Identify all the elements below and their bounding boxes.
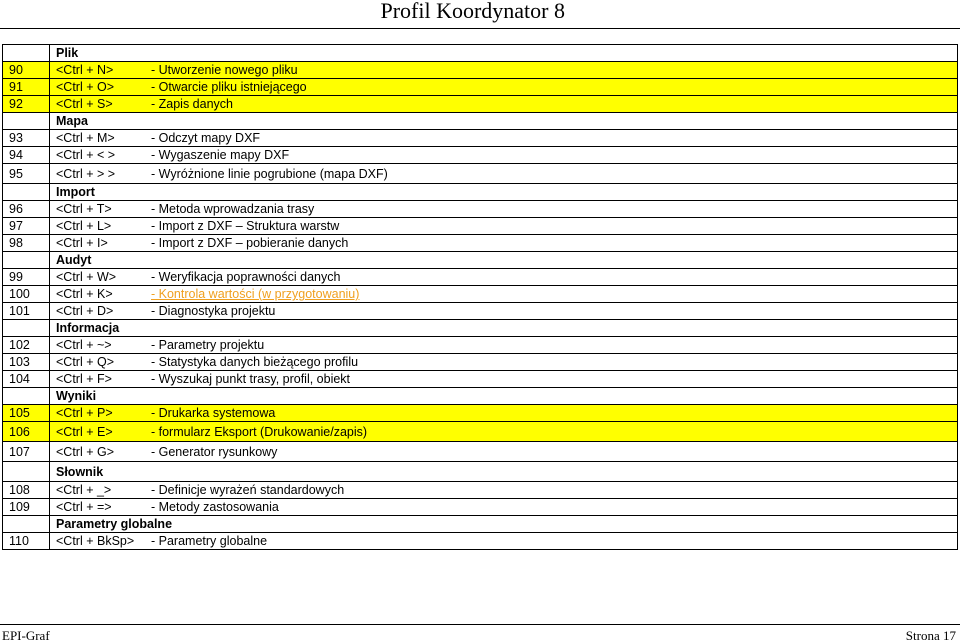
row-number: 103 bbox=[3, 354, 50, 371]
shortcut-row bbox=[3, 164, 958, 184]
shortcut-description bbox=[145, 303, 958, 320]
shortcut-row bbox=[3, 235, 958, 252]
section-header-row bbox=[3, 388, 958, 405]
section-header-row bbox=[3, 113, 958, 130]
row-number: 100 bbox=[3, 286, 50, 303]
key-combination: <Ctrl + Q> bbox=[50, 354, 146, 371]
shortcut-description bbox=[145, 201, 958, 218]
shortcut-description bbox=[145, 164, 958, 184]
footer-page-number: Strona 17 bbox=[905, 628, 956, 643]
row-number: 109 bbox=[3, 499, 50, 516]
row-number: 110 bbox=[3, 533, 50, 550]
shortcut-description bbox=[145, 405, 958, 422]
key-combination: <Ctrl + W> bbox=[50, 269, 146, 286]
key-combination: <Ctrl + BkSp> bbox=[50, 533, 146, 550]
section-label: Parametry globalne bbox=[50, 516, 958, 533]
shortcut-description bbox=[145, 371, 958, 388]
section-label: Import bbox=[50, 184, 958, 201]
description-text: - Wyszukaj punkt trasy, profil, obiekt bbox=[151, 372, 351, 386]
header-divider bbox=[0, 28, 960, 29]
row-number: 106 bbox=[3, 422, 50, 442]
key-combination: <Ctrl + G> bbox=[50, 442, 146, 462]
shortcut-description bbox=[145, 62, 958, 79]
row-number-cell bbox=[3, 184, 50, 201]
key-combination: <Ctrl + O> bbox=[50, 79, 146, 96]
description-text: - Wyróżnione linie pogrubione (mapa DXF) bbox=[151, 166, 388, 181]
shortcut-row bbox=[3, 218, 958, 235]
row-number: 108 bbox=[3, 482, 50, 499]
description-text: - Diagnostyka projektu bbox=[151, 304, 276, 318]
shortcut-description bbox=[145, 147, 958, 164]
row-number-cell bbox=[3, 252, 50, 269]
shortcut-description bbox=[145, 499, 958, 516]
key-combination: <Ctrl + T> bbox=[50, 201, 146, 218]
key-combination: <Ctrl + L> bbox=[50, 218, 146, 235]
description-text: - Generator rysunkowy bbox=[151, 444, 278, 459]
shortcut-row bbox=[3, 533, 958, 550]
key-combination: <Ctrl + E> bbox=[50, 422, 146, 442]
row-number-cell bbox=[3, 462, 50, 482]
footer-divider bbox=[0, 624, 960, 625]
shortcut-description bbox=[145, 130, 958, 147]
row-number: 93 bbox=[3, 130, 50, 147]
shortcut-row bbox=[3, 337, 958, 354]
row-number-cell bbox=[3, 45, 50, 62]
section-header-row bbox=[3, 45, 958, 62]
shortcut-description bbox=[145, 442, 958, 462]
shortcut-description bbox=[145, 354, 958, 371]
key-combination: <Ctrl + > > bbox=[50, 164, 146, 184]
section-label: Wyniki bbox=[50, 388, 958, 405]
description-text: - Otwarcie pliku istniejącego bbox=[151, 80, 307, 94]
description-text: - Parametry globalne bbox=[151, 534, 268, 548]
row-number: 105 bbox=[3, 405, 50, 422]
key-combination: <Ctrl + ~> bbox=[50, 337, 146, 354]
shortcut-row bbox=[3, 482, 958, 499]
shortcut-row bbox=[3, 354, 958, 371]
description-text: - Drukarka systemowa bbox=[151, 406, 276, 420]
key-combination: <Ctrl + P> bbox=[50, 405, 146, 422]
section-header-row bbox=[3, 252, 958, 269]
shortcut-description bbox=[145, 218, 958, 235]
shortcut-row bbox=[3, 130, 958, 147]
description-text: - Import z DXF – Struktura warstw bbox=[151, 219, 340, 233]
section-header-row bbox=[3, 184, 958, 201]
section-header-row bbox=[3, 516, 958, 533]
shortcut-description bbox=[145, 79, 958, 96]
key-combination: <Ctrl + K> bbox=[50, 286, 146, 303]
section-label: Informacja bbox=[50, 320, 958, 337]
row-number: 94 bbox=[3, 147, 50, 164]
section-header-row bbox=[3, 462, 958, 482]
shortcut-row bbox=[3, 422, 958, 442]
shortcut-row bbox=[3, 269, 958, 286]
description-text: - Kontrola wartości (w przygotowaniu) bbox=[151, 287, 360, 301]
key-combination: <Ctrl + D> bbox=[50, 303, 146, 320]
page-header-title: Profil Koordynator 8 bbox=[380, 0, 565, 23]
row-number-cell bbox=[3, 388, 50, 405]
shortcut-description bbox=[145, 337, 958, 354]
description-text: - Statystyka danych bieżącego profilu bbox=[151, 355, 359, 369]
shortcut-row bbox=[3, 79, 958, 96]
shortcut-row bbox=[3, 405, 958, 422]
row-number: 96 bbox=[3, 201, 50, 218]
row-number-cell bbox=[3, 113, 50, 130]
key-combination: <Ctrl + S> bbox=[50, 96, 146, 113]
row-number: 99 bbox=[3, 269, 50, 286]
shortcut-row bbox=[3, 442, 958, 462]
shortcut-row bbox=[3, 147, 958, 164]
footer-company: EPI-Graf bbox=[2, 628, 50, 643]
row-number: 90 bbox=[3, 62, 50, 79]
shortcut-table-body bbox=[3, 45, 958, 550]
row-number-cell bbox=[3, 320, 50, 337]
section-label: Plik bbox=[50, 45, 958, 62]
description-text: - Metoda wprowadzania trasy bbox=[151, 202, 315, 216]
key-combination: <Ctrl + F> bbox=[50, 371, 146, 388]
key-combination: <Ctrl + _> bbox=[50, 482, 146, 499]
row-number: 91 bbox=[3, 79, 50, 96]
shortcut-description bbox=[145, 286, 958, 303]
key-combination: <Ctrl + => bbox=[50, 499, 146, 516]
description-text: - Utworzenie nowego pliku bbox=[151, 63, 298, 77]
description-text: - formularz Eksport (Drukowanie/zapis) bbox=[151, 424, 368, 439]
shortcut-row bbox=[3, 201, 958, 218]
description-text: - Parametry projektu bbox=[151, 338, 265, 352]
description-text: - Import z DXF – pobieranie danych bbox=[151, 236, 349, 250]
row-number: 98 bbox=[3, 235, 50, 252]
description-text: - Weryfikacja poprawności danych bbox=[151, 270, 341, 284]
key-combination: <Ctrl + N> bbox=[50, 62, 146, 79]
section-header-row bbox=[3, 320, 958, 337]
row-number: 107 bbox=[3, 442, 50, 462]
description-text: - Definicje wyrażeń standardowych bbox=[151, 483, 345, 497]
description-text: - Odczyt mapy DXF bbox=[151, 131, 261, 145]
row-number: 92 bbox=[3, 96, 50, 113]
shortcut-row bbox=[3, 62, 958, 79]
shortcut-description bbox=[145, 235, 958, 252]
key-combination: <Ctrl + I> bbox=[50, 235, 146, 252]
shortcut-description bbox=[145, 96, 958, 113]
description-text: - Zapis danych bbox=[151, 97, 233, 111]
row-number: 102 bbox=[3, 337, 50, 354]
shortcut-row bbox=[3, 371, 958, 388]
shortcut-description bbox=[145, 422, 958, 442]
shortcut-description bbox=[145, 533, 958, 550]
shortcut-table bbox=[2, 44, 958, 550]
shortcut-row bbox=[3, 499, 958, 516]
key-combination: <Ctrl + M> bbox=[50, 130, 146, 147]
shortcut-row bbox=[3, 96, 958, 113]
shortcut-row bbox=[3, 286, 958, 303]
row-number-cell bbox=[3, 516, 50, 533]
row-number: 95 bbox=[3, 164, 50, 184]
section-label: Słownik bbox=[50, 462, 958, 482]
row-number: 104 bbox=[3, 371, 50, 388]
section-label: Mapa bbox=[50, 113, 958, 130]
shortcut-description bbox=[145, 482, 958, 499]
shortcut-row bbox=[3, 303, 958, 320]
row-number: 97 bbox=[3, 218, 50, 235]
description-text: - Metody zastosowania bbox=[151, 500, 279, 514]
shortcut-description bbox=[145, 269, 958, 286]
section-label: Audyt bbox=[50, 252, 958, 269]
row-number: 101 bbox=[3, 303, 50, 320]
description-text: - Wygaszenie mapy DXF bbox=[151, 148, 290, 162]
key-combination: <Ctrl + < > bbox=[50, 147, 146, 164]
